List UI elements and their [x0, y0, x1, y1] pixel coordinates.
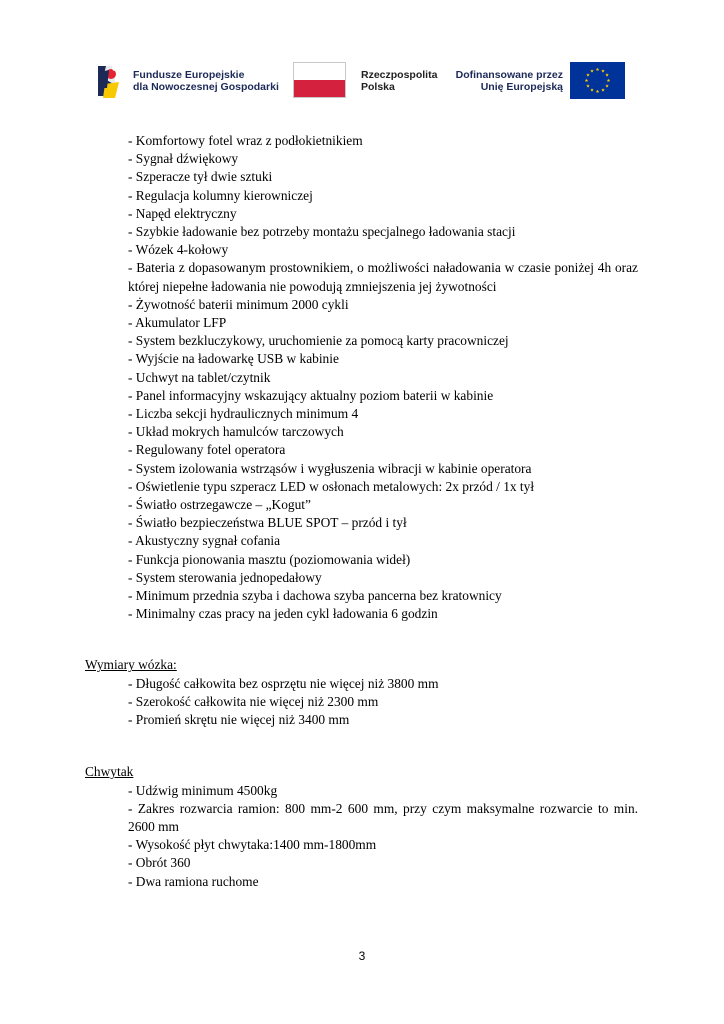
list-item: - Oświetlenie typu szperacz LED w osłonach metalowych: 2x przód / 1x tył [128, 478, 535, 494]
list-item: - Światło ostrzegawcze – „Kogut” [128, 497, 311, 513]
list-item: - Szybkie ładowanie bez potrzeby montażu specjalnego ładowania stacji [128, 224, 516, 240]
list-item: - Wyjście na ładowarkę USB w kabinie [128, 351, 339, 367]
list-item: - Długość całkowita bez osprzętu nie więcej niż 3800 mm [128, 675, 439, 691]
list-item: - System izolowania wstrząsów i wygłuszenia wibracji w kabinie operatora [128, 460, 532, 476]
list-item: - Akustyczny sygnał cofania [128, 533, 281, 549]
list-item: - Promień skrętu nie więcej niż 3400 mm [128, 712, 350, 728]
list-item: - Sygnał dźwiękowy [128, 151, 239, 167]
list-item: - Szerokość całkowita nie więcej niż 2300 mm [128, 693, 379, 709]
list-item: - Minimum przednia szyba i dachowa szyba pancerna bez kratownicy [128, 588, 502, 604]
list-item: - Panel informacyjny wskazujący aktualny poziom baterii w kabinie [128, 387, 494, 403]
list-item: - Obrót 360 [128, 855, 191, 871]
list-item: - Układ mokrych hamulców tarczowych [128, 424, 344, 440]
page-header [0, 56, 724, 106]
rp-line1: Rzeczpospolita [361, 69, 438, 81]
grip-heading: Chwytak [85, 764, 134, 780]
dimensions-list [0, 675, 724, 730]
list-item: - Dwa ramiona ruchome [128, 873, 259, 889]
list-item: - Regulacja kolumny kierowniczej [128, 187, 313, 203]
list-item: - System bezkluczykowy, uruchomienie za pomocą karty pracowniczej [128, 333, 509, 349]
list-item: - Funkcja pionowania masztu (poziomowania wideł) [128, 551, 411, 567]
fe-line2: dla Nowoczesnej Gospodarki [133, 81, 279, 93]
dimensions-heading: Wymiary wózka: [85, 657, 177, 673]
rp-line2: Polska [361, 81, 395, 93]
list-item: - Uchwyt na tablet/czytnik [128, 369, 271, 385]
list-item: - System sterowania jednopedałowy [128, 569, 322, 585]
fe-logo-text [133, 69, 279, 93]
fundusze-europejskie-logo-icon [95, 58, 129, 102]
equipment-list [0, 132, 724, 623]
list-item: - Regulowany fotel operatora [128, 442, 286, 458]
list-item: - Komfortowy fotel wraz z podłokietnikiem [128, 133, 363, 148]
list-item: - Żywotność baterii minimum 2000 cykli [128, 296, 349, 312]
list-item: - Akumulator LFP [128, 315, 227, 331]
list-item: - Wysokość płyt chwytaka:1400 mm-1800mm [128, 837, 377, 853]
list-item: - Minimalny czas pracy na jeden cykl ładowania 6 godzin [128, 606, 438, 622]
list-item: - Liczba sekcji hydraulicznych minimum 4 [128, 406, 359, 422]
document-body [0, 132, 724, 891]
list-item: - Bateria z dopasowanym prostownikiem, o możliwości naładowania w czasie poniżej 4h oraz której niepełne ładowania nie powodują zmniejszenia jej żywotności [128, 260, 638, 294]
list-item: - Udźwig minimum 4500kg [128, 782, 278, 798]
list-item: - Zakres rozwarcia ramion: 800 mm-2 600 mm, przy czym maksymalne rozwarcie to min. 2600 mm [128, 800, 638, 834]
eu-line1: Dofinansowane przez [455, 69, 563, 81]
page-number: 3 [358, 949, 366, 963]
list-item: - Światło bezpieczeństwa BLUE SPOT – przód i tył [128, 515, 407, 531]
list-item: - Napęd elektryczny [128, 205, 237, 221]
eu-line2: Unię Europejską [480, 81, 563, 93]
grip-list [0, 782, 724, 891]
eu-logo-text [450, 69, 563, 93]
rp-logo-text [361, 69, 437, 93]
list-item: - Szperacze tył dwie sztuki [128, 169, 273, 185]
poland-flag-icon [293, 62, 346, 98]
fe-line1: Fundusze Europejskie [133, 69, 245, 81]
eu-flag-icon [570, 62, 625, 99]
list-item: - Wózek 4-kołowy [128, 242, 229, 258]
